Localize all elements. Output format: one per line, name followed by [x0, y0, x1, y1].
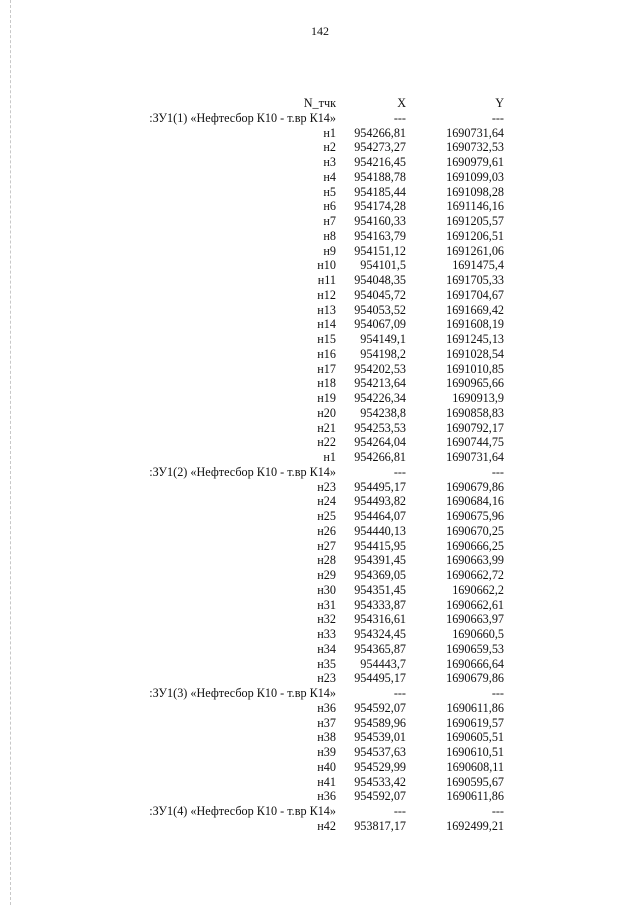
point-label: н9	[323, 243, 336, 258]
point-label: н1	[323, 450, 336, 464]
point-label: н39	[317, 745, 336, 759]
y-value: 1690659,53	[446, 641, 504, 656]
x-value: 954273,27	[354, 140, 406, 155]
table-row	[120, 155, 504, 170]
table-row	[120, 362, 504, 377]
point-label: н10	[317, 258, 336, 273]
table-row	[120, 421, 504, 436]
x-value: 954266,81	[354, 450, 406, 464]
table-row	[120, 553, 504, 568]
y-value: ---	[491, 464, 504, 479]
y-value: 1690679,86	[446, 479, 504, 494]
y-value: 1690979,61	[446, 155, 504, 169]
x-value: ---	[393, 804, 406, 818]
y-value: 1690663,99	[446, 553, 504, 568]
table-row	[120, 435, 504, 450]
x-value: ---	[393, 464, 406, 479]
header-x: X	[397, 96, 406, 110]
point-label: н6	[323, 199, 336, 214]
y-value: 1690666,25	[446, 538, 504, 553]
x-value: 954151,12	[354, 243, 406, 258]
section-label: :ЗУ1(3) «Нефтесбор К10 - т.вр К14»	[149, 686, 336, 700]
table-row	[120, 568, 504, 583]
y-value: 1691705,33	[446, 273, 504, 287]
table-row	[120, 376, 504, 391]
section-row	[120, 686, 504, 701]
point-label: н36	[317, 789, 336, 804]
table-row	[120, 347, 504, 362]
table-row	[120, 583, 504, 598]
x-value: 954391,45	[354, 553, 406, 568]
y-value: 1691261,06	[446, 243, 504, 258]
y-value: 1691146,16	[446, 199, 504, 214]
x-value: 954067,09	[354, 317, 406, 332]
y-value: 1690731,64	[446, 125, 504, 140]
y-value: 1691099,03	[446, 169, 504, 184]
y-value: 1690670,25	[446, 523, 504, 538]
point-label: н23	[317, 671, 336, 686]
table-row	[120, 126, 504, 141]
x-value: 954213,64	[354, 376, 406, 391]
section-label: :ЗУ1(2) «Нефтесбор К10 - т.вр К14»	[149, 464, 336, 479]
table-row	[120, 671, 504, 686]
x-value: 954365,87	[354, 641, 406, 656]
scan-margin-line	[10, 0, 11, 905]
y-value: 1690610,51	[446, 745, 504, 759]
point-label: н8	[323, 228, 336, 243]
x-value: 954185,44	[354, 184, 406, 199]
y-value: 1691245,13	[446, 332, 504, 346]
y-value: 1691206,51	[446, 228, 504, 243]
table-row	[120, 140, 504, 155]
y-value: 1690660,5	[452, 627, 504, 641]
x-value: 954266,81	[354, 125, 406, 140]
x-value: 954495,17	[354, 671, 406, 686]
y-value: 1690608,11	[446, 759, 504, 774]
y-value: 1690744,75	[446, 435, 504, 450]
y-value: 1690611,86	[446, 700, 504, 715]
point-label: н19	[317, 391, 336, 405]
point-label: н15	[317, 332, 336, 346]
table-header-row	[120, 96, 504, 111]
point-label: н1	[323, 125, 336, 140]
x-value: 954324,45	[354, 627, 406, 641]
x-value: 954351,45	[354, 582, 406, 597]
table-row	[120, 598, 504, 613]
point-label: н34	[317, 641, 336, 656]
y-value: 1690679,86	[446, 671, 504, 686]
y-value: 1690965,66	[446, 376, 504, 391]
y-value: 1691098,28	[446, 184, 504, 199]
coordinates-table	[120, 96, 504, 834]
y-value: 1691704,67	[446, 287, 504, 302]
x-value: 954160,33	[354, 214, 406, 228]
y-value: 1690662,61	[446, 597, 504, 612]
y-value: 1690662,72	[446, 568, 504, 582]
y-value: 1691608,19	[446, 317, 504, 332]
x-value: 954238,8	[360, 405, 406, 420]
table-row	[120, 627, 504, 642]
y-value: 1690913,9	[452, 391, 504, 405]
x-value: 954045,72	[354, 287, 406, 302]
y-value: 1691205,57	[446, 214, 504, 228]
x-value: 954464,07	[354, 509, 406, 523]
x-value: 954202,53	[354, 361, 406, 376]
x-value: 954443,7	[360, 656, 406, 671]
table-row	[120, 303, 504, 318]
point-label: н2	[323, 140, 336, 155]
table-row	[120, 480, 504, 495]
y-value: 1690666,64	[446, 656, 504, 671]
point-label: н24	[317, 494, 336, 509]
x-value: 954198,2	[360, 346, 406, 361]
table-body	[120, 111, 504, 834]
x-value: 954333,87	[354, 597, 406, 612]
y-value: 1690611,86	[446, 789, 504, 804]
table-row	[120, 730, 504, 745]
point-label: н5	[323, 184, 336, 199]
x-value: 953817,17	[354, 818, 406, 833]
y-value: 1690675,96	[446, 509, 504, 523]
x-value: 954495,17	[354, 479, 406, 494]
table-row	[120, 288, 504, 303]
x-value: 954053,52	[354, 302, 406, 317]
x-value: 954415,95	[354, 538, 406, 553]
table-row	[120, 760, 504, 775]
table-row	[120, 406, 504, 421]
table-row	[120, 539, 504, 554]
table-row	[120, 170, 504, 185]
y-value: 1690605,51	[446, 730, 504, 745]
point-label: н12	[317, 287, 336, 302]
y-value: 1690792,17	[446, 420, 504, 435]
y-value: 1690684,16	[446, 494, 504, 509]
x-value: 954529,99	[354, 759, 406, 774]
y-value: 1691475,4	[452, 258, 504, 273]
page-number: 142	[311, 24, 329, 38]
table-row	[120, 789, 504, 804]
table-row	[120, 524, 504, 539]
section-row	[120, 465, 504, 480]
x-value: 954163,79	[354, 228, 406, 243]
y-value: 1691669,42	[446, 302, 504, 317]
table-row	[120, 657, 504, 672]
point-label: н27	[317, 538, 336, 553]
x-value: 954369,05	[354, 568, 406, 582]
header-point: N_тчк	[303, 96, 336, 110]
x-value: 954048,35	[354, 273, 406, 287]
point-label: н35	[317, 656, 336, 671]
x-value: 954592,07	[354, 700, 406, 715]
x-value: 954316,61	[354, 612, 406, 627]
x-value: 954226,34	[354, 391, 406, 405]
point-label: н3	[323, 155, 336, 169]
point-label: н23	[317, 479, 336, 494]
point-label: н29	[317, 568, 336, 582]
point-label: н7	[323, 214, 336, 228]
x-value: ---	[393, 110, 406, 125]
table-row	[120, 214, 504, 229]
x-value: 954592,07	[354, 789, 406, 804]
table-row	[120, 273, 504, 288]
y-value: 1690619,57	[446, 715, 504, 730]
x-value: 954253,53	[354, 420, 406, 435]
y-value: 1690662,2	[452, 582, 504, 597]
y-value: 1691028,54	[446, 346, 504, 361]
x-value: 954440,13	[354, 523, 406, 538]
table-row	[120, 258, 504, 273]
section-row	[120, 111, 504, 126]
table-row	[120, 229, 504, 244]
section-row	[120, 804, 504, 819]
x-value: 954589,96	[354, 715, 406, 730]
x-value: ---	[393, 686, 406, 700]
table-row	[120, 701, 504, 716]
point-label: н26	[317, 523, 336, 538]
table-row	[120, 332, 504, 347]
point-label: н18	[317, 376, 336, 391]
table-row	[120, 642, 504, 657]
y-value: 1690731,64	[446, 450, 504, 464]
table-row	[120, 745, 504, 760]
x-value: 954533,42	[354, 774, 406, 789]
table-row	[120, 612, 504, 627]
x-value: 954216,45	[354, 155, 406, 169]
table-row	[120, 185, 504, 200]
point-label: н37	[317, 715, 336, 730]
point-label: н14	[317, 317, 336, 332]
table-row	[120, 716, 504, 731]
point-label: н25	[317, 509, 336, 523]
point-label: н13	[317, 302, 336, 317]
x-value: 954174,28	[354, 199, 406, 214]
table-row	[120, 450, 504, 465]
point-label: н4	[323, 169, 336, 184]
point-label: н30	[317, 582, 336, 597]
x-value: 954101,5	[360, 258, 406, 273]
point-label: н22	[317, 435, 336, 450]
point-label: н38	[317, 730, 336, 745]
table-row	[120, 391, 504, 406]
section-label: :ЗУ1(1) «Нефтесбор К10 - т.вр К14»	[149, 110, 336, 125]
y-value: 1690595,67	[446, 774, 504, 789]
y-value: ---	[491, 686, 504, 700]
point-label: н31	[317, 597, 336, 612]
y-value: 1690858,83	[446, 405, 504, 420]
x-value: 954149,1	[360, 332, 406, 346]
y-value: ---	[491, 110, 504, 125]
table-row	[120, 494, 504, 509]
header-y: Y	[495, 96, 504, 110]
y-value: 1690663,97	[446, 612, 504, 627]
x-value: 954537,63	[354, 745, 406, 759]
table-row	[120, 317, 504, 332]
point-label: н32	[317, 612, 336, 627]
point-label: н33	[317, 627, 336, 641]
point-label: н21	[317, 420, 336, 435]
point-label: н41	[317, 774, 336, 789]
table-row	[120, 775, 504, 790]
point-label: н42	[317, 818, 336, 833]
section-label: :ЗУ1(4) «Нефтесбор К10 - т.вр К14»	[149, 804, 336, 818]
x-value: 954188,78	[354, 169, 406, 184]
point-label: н17	[317, 361, 336, 376]
point-label: н16	[317, 346, 336, 361]
point-label: н28	[317, 553, 336, 568]
table-row	[120, 509, 504, 524]
point-label: н40	[317, 759, 336, 774]
x-value: 954539,01	[354, 730, 406, 745]
x-value: 954493,82	[354, 494, 406, 509]
point-label: н11	[317, 273, 336, 287]
y-value: 1692499,21	[446, 818, 504, 833]
table-row	[120, 244, 504, 259]
y-value: 1691010,85	[446, 361, 504, 376]
y-value: ---	[491, 804, 504, 818]
point-label: н20	[317, 405, 336, 420]
x-value: 954264,04	[354, 435, 406, 450]
y-value: 1690732,53	[446, 140, 504, 155]
table-row	[120, 199, 504, 214]
table-row	[120, 819, 504, 834]
point-label: н36	[317, 700, 336, 715]
